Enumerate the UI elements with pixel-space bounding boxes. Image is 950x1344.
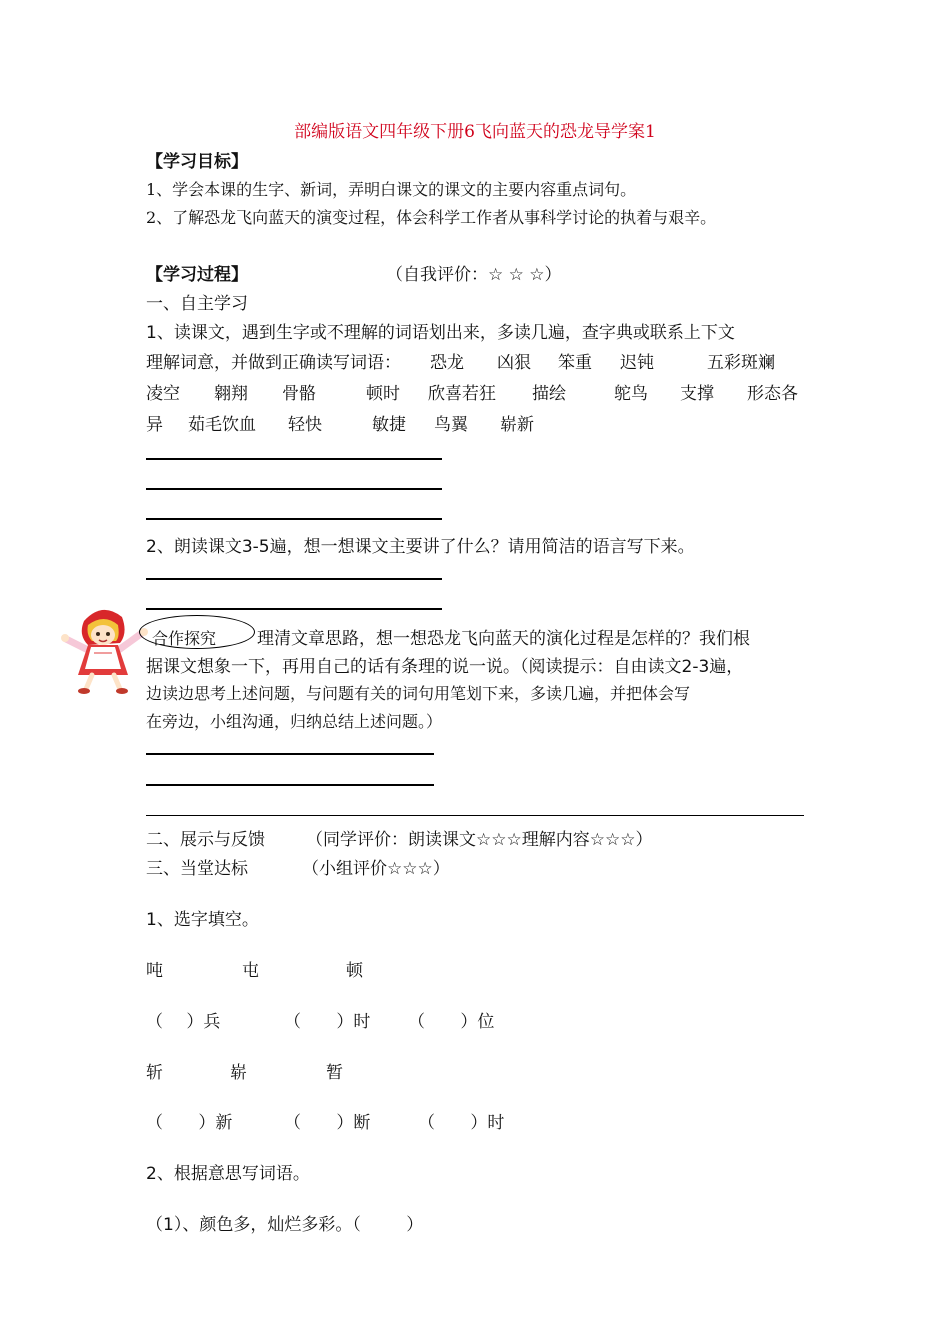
answer-line xyxy=(146,458,442,460)
exercise-2-item-1: （1）、颜色多，灿烂多彩。（ ） xyxy=(146,1215,424,1235)
self-evaluation: （自我评价：☆ ☆ ☆） xyxy=(386,265,562,285)
vocab-word: 茹毛饮血 xyxy=(188,415,256,435)
fill-blank: （ ）时 xyxy=(284,1012,371,1032)
fill-blank: （ ）位 xyxy=(408,1012,495,1032)
choice-char: 斩 xyxy=(146,1063,163,1083)
vocab-word: 顿时 xyxy=(366,384,400,404)
vocab-word: 五彩斑斓 xyxy=(707,353,775,373)
vocab-word: 形态各 xyxy=(747,384,798,404)
vocab-word: 欣喜若狂 xyxy=(428,384,496,404)
vocab-word: 凶狠 xyxy=(497,353,531,373)
vocab-word: 笨重 xyxy=(558,353,592,373)
group-evaluation: （小组评价☆☆☆） xyxy=(302,859,450,879)
question-1-line-2 xyxy=(146,348,401,373)
vocab-word: 恐龙 xyxy=(430,353,464,373)
vocab-word: 鸟翼 xyxy=(434,415,468,435)
coop-text-line-1: 理清文章思路，想一想恐龙飞向蓝天的演化过程是怎样的？我们根 xyxy=(257,629,750,649)
answer-line xyxy=(146,578,442,580)
choice-char: 屯 xyxy=(242,961,259,981)
vocab-word: 崭新 xyxy=(500,415,534,435)
fill-blank: （ ）新 xyxy=(146,1113,233,1133)
question-2: 2、朗读课文3-5遍，想一想课文主要讲了什么？请用简洁的语言写下来。 xyxy=(146,537,695,557)
choice-char: 顿 xyxy=(346,961,363,981)
coop-text-line-4: 在旁边，小组沟通，归纳总结上述问题。） xyxy=(146,712,443,731)
process-heading: 【学习过程】 xyxy=(146,265,248,285)
vocab-word: 迟钝 xyxy=(620,353,654,373)
choice-char: 暂 xyxy=(326,1063,343,1083)
goal-item-1: 1、学会本课的生字、新词，弄明白课文的课文的主要内容重点词句。 xyxy=(146,180,637,199)
answer-line xyxy=(146,753,434,755)
vocab-word: 描绘 xyxy=(532,384,566,404)
section-divider xyxy=(146,815,804,816)
fill-blank: （ ）断 xyxy=(284,1113,371,1133)
choice-char: 吨 xyxy=(146,961,163,981)
cartoon-girl-illustration xyxy=(58,603,154,695)
exercise-1-title: 1、选字填空。 xyxy=(146,910,259,930)
vocab-word: 轻快 xyxy=(288,415,322,435)
answer-line xyxy=(146,518,442,520)
vocab-word: 鸵鸟 xyxy=(614,384,648,404)
vocab-word: 凌空 xyxy=(146,384,180,404)
peer-evaluation: （同学评价：朗读课文☆☆☆理解内容☆☆☆） xyxy=(306,830,653,850)
answer-line xyxy=(146,784,434,786)
fill-blank: （ ）兵 xyxy=(146,1012,221,1032)
choice-char: 崭 xyxy=(230,1063,247,1083)
vocab-word: 敏捷 xyxy=(372,415,406,435)
coop-text-line-3: 边读边思考上述问题，与问题有关的词句用笔划下来，多读几遍，并把体会写 xyxy=(146,684,691,703)
vocab-word: 翱翔 xyxy=(214,384,248,404)
page-title: 部编版语文四年级下册6飞向蓝天的恐龙导学案1 xyxy=(294,122,656,142)
coop-label: 合作探究 xyxy=(152,629,217,648)
answer-line xyxy=(146,488,442,490)
exercise-2-title: 2、根据意思写词语。 xyxy=(146,1164,310,1184)
goals-heading: 【学习目标】 xyxy=(146,152,248,172)
question-1-prefix: 理解词意，并做到正确读写词语： xyxy=(146,353,401,373)
answer-line xyxy=(146,608,442,610)
vocab-word: 异 xyxy=(146,415,163,435)
goal-item-2: 2、了解恐龙飞向蓝天的演变过程，体会科学工作者从事科学讨论的执着与艰辛。 xyxy=(146,208,717,227)
section-feedback: 二、展示与反馈 xyxy=(146,830,265,850)
section-assessment: 三、当堂达标 xyxy=(146,859,248,879)
section-self-study: 一、自主学习 xyxy=(146,294,248,314)
vocab-word: 支撑 xyxy=(680,384,714,404)
question-1-line-1: 1、读课文，遇到生字或不理解的词语划出来，多读几遍，查字典或联系上下文 xyxy=(146,323,735,343)
coop-text-line-2: 据课文想象一下，再用自己的话有条理的说一说。（阅读提示：自由读文2-3遍， xyxy=(146,657,744,677)
fill-blank: （ ）时 xyxy=(418,1113,505,1133)
vocab-word: 骨骼 xyxy=(282,384,316,404)
